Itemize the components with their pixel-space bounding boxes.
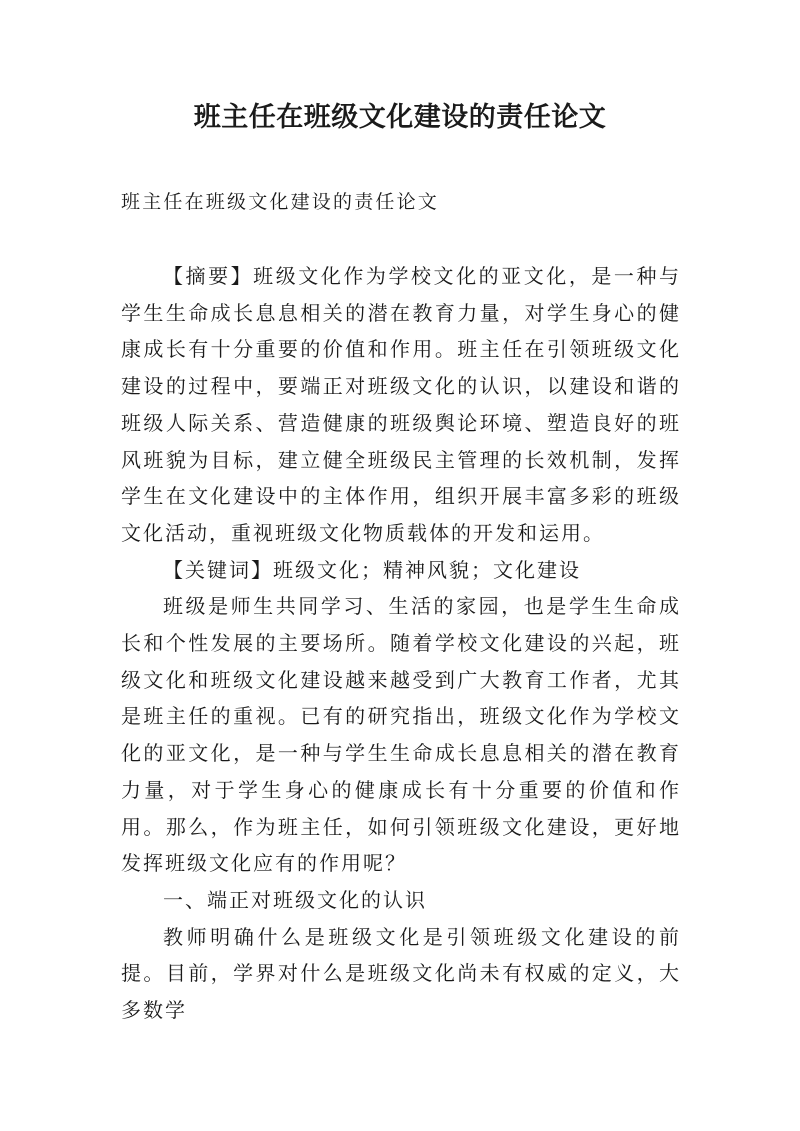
document-body <box>121 258 681 1029</box>
document-title: 班主任在班级文化建设的责任论文 <box>193 102 607 133</box>
abstract-paragraph: 【摘要】班级文化作为学校文化的亚文化，是一种与学生生命成长息息相关的潜在教育力量，对学生身心的健康成长有十分重要的价值和作用。班主任在引领班级文化建设的过程中，要端正对班级文化的认识，以建设和谐的班级人际关系、营造健康的班级舆论环境、塑造良好的班风班貌为目标，建立健全班级民主管理的长效机制，发挥学生在文化建设中的主体作用，组织开展丰富多彩的班级文化活动，重视班级文化物质载体的开发和运用。 <box>121 264 681 545</box>
keywords-paragraph: 【关键词】班级文化；精神风貌；文化建设 <box>163 557 581 582</box>
intro-paragraph: 班级是师生共同学习、生活的家园，也是学生生命成长和个性发展的主要场所。随着学校文化建设的兴起，班级文化和班级文化建设越来越受到广大教育工作者，尤其是班主任的重视。已有的研究指出，班级文化作为学校文化的亚文化，是一种与学生生命成长息息相关的潜在教育力量，对于学生身心的健康成长有十分重要的价值和作用。那么，作为班主任，如何引领班级文化建设，更好地发挥班级文化应有的作用呢？ <box>121 594 681 876</box>
section-heading: 一、端正对班级文化的认识 <box>163 887 427 912</box>
document-subtitle: 班主任在班级文化建设的责任论文 <box>121 191 440 213</box>
section-paragraph: 教师明确什么是班级文化是引领班级文化建设的前提。目前，学界对什么是班级文化尚未有权威的定义，大多数学 <box>121 924 681 1023</box>
